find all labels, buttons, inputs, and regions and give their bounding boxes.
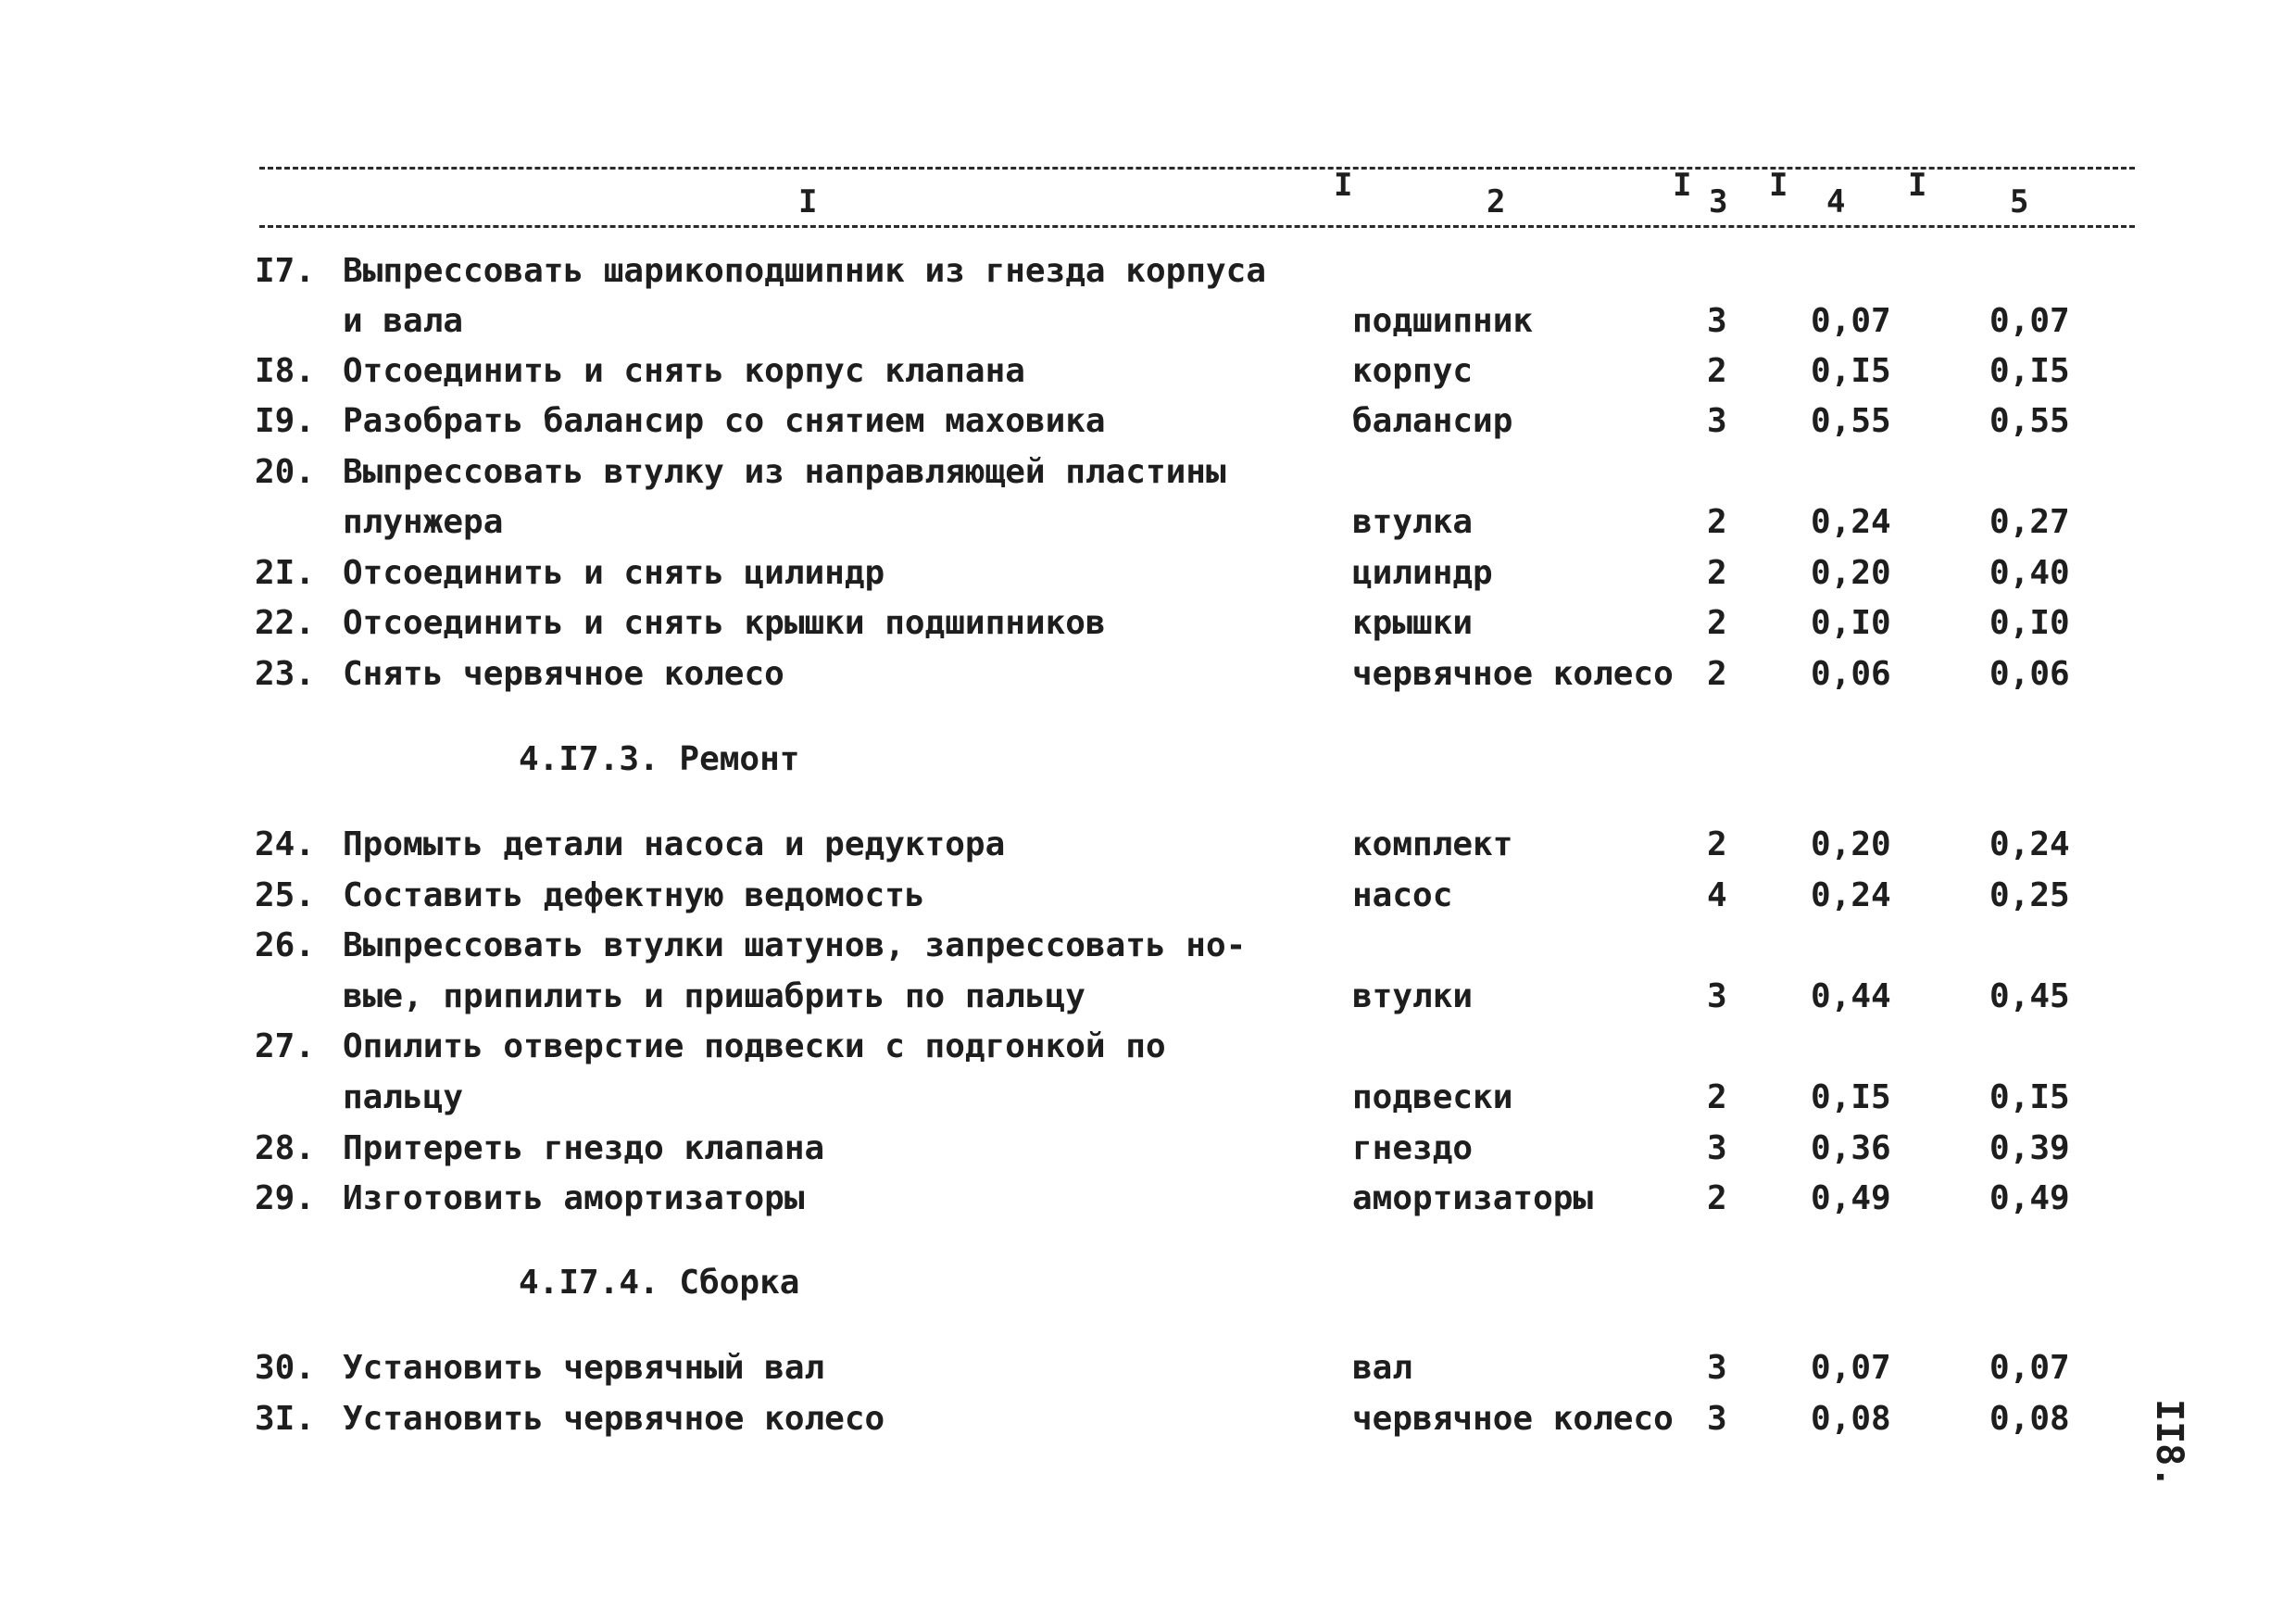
row-number: 2I. [255, 554, 316, 592]
row-col5: 0,07 [1989, 302, 2070, 340]
table-row [0, 449, 2296, 496]
table-row [0, 550, 2296, 597]
row-number: 28. [255, 1129, 316, 1167]
row-description: Отсоединить и снять цилиндр [343, 554, 885, 592]
section-heading-assembly: 4.I7.4. Сборка [519, 1264, 800, 1302]
row-number: 29. [255, 1179, 316, 1217]
table-row [0, 822, 2296, 868]
row-col3: 2 [1707, 1078, 1727, 1116]
row-number: I8. [255, 352, 316, 390]
row-col5: 0,45 [1989, 977, 2070, 1015]
row-object: вал [1352, 1349, 1413, 1387]
row-number: 24. [255, 825, 316, 863]
row-col5: 0,06 [1989, 655, 2070, 693]
table-row [0, 1075, 2296, 1121]
row-col4: 0,I5 [1811, 1078, 1891, 1116]
section-heading-repair: 4.I7.3. Ремонт [519, 740, 800, 778]
row-number: I9. [255, 402, 316, 440]
row-number: 25. [255, 876, 316, 914]
row-number: 22. [255, 604, 316, 642]
row-col4: 0,20 [1811, 825, 1891, 863]
row-object: втулки [1352, 977, 1474, 1015]
row-col4: 0,07 [1811, 1349, 1891, 1387]
row-description: Составить дефектную ведомость [343, 876, 925, 914]
row-col3: 3 [1707, 1349, 1727, 1387]
row-description-cont: плунжера [343, 503, 504, 541]
row-col5: 0,08 [1989, 1400, 2070, 1438]
row-description: Выпрессовать втулку из направляющей пластины [343, 453, 1226, 491]
row-col4: 0,36 [1811, 1129, 1891, 1167]
row-description: Снять червячное колесо [343, 655, 784, 693]
row-object: насос [1352, 876, 1453, 914]
row-number: 20. [255, 453, 316, 491]
row-description: Промыть детали насоса и редуктора [343, 825, 1006, 863]
table-row [0, 1126, 2296, 1172]
header-separator: I [1769, 167, 1788, 204]
table-row [0, 1345, 2296, 1391]
row-col3: 3 [1707, 302, 1727, 340]
header-col-4: 4 [1826, 183, 1846, 220]
row-col3: 2 [1707, 352, 1727, 390]
row-col3: 2 [1707, 825, 1727, 863]
row-description-cont: вые, припилить и пришабрить по пальцу [343, 977, 1085, 1015]
row-col3: 3 [1707, 1400, 1727, 1438]
row-description: Изготовить амортизаторы [343, 1179, 805, 1217]
header-separator: I [1673, 167, 1692, 204]
row-number: 26. [255, 926, 316, 964]
table-row [0, 974, 2296, 1020]
row-description: Установить червячный вал [343, 1349, 825, 1387]
row-description-cont: пальцу [343, 1078, 464, 1116]
row-col3: 3 [1707, 402, 1727, 440]
row-col3: 2 [1707, 503, 1727, 541]
row-description: Отсоединить и снять корпус клапана [343, 352, 1025, 390]
row-object: корпус [1352, 352, 1474, 390]
row-col5: 0,I5 [1989, 1078, 2070, 1116]
header-col-5: 5 [2010, 183, 2029, 220]
row-col4: 0,44 [1811, 977, 1891, 1015]
row-col4: 0,08 [1811, 1400, 1891, 1438]
row-number: 30. [255, 1349, 316, 1387]
table-row [0, 499, 2296, 546]
row-col5: 0,39 [1989, 1129, 2070, 1167]
row-description: Установить червячное колесо [343, 1400, 885, 1438]
row-col3: 4 [1707, 876, 1727, 914]
table-row [0, 348, 2296, 395]
row-col4: 0,I5 [1811, 352, 1891, 390]
row-col5: 0,40 [1989, 554, 2070, 592]
row-description: Притереть гнездо клапана [343, 1129, 825, 1167]
row-object: амортизаторы [1352, 1179, 1594, 1217]
header-top-rule [259, 167, 2135, 170]
row-description: Отсоединить и снять крышки подшипников [343, 604, 1106, 642]
row-col4: 0,20 [1811, 554, 1891, 592]
row-col3: 3 [1707, 1129, 1727, 1167]
row-col4: 0,06 [1811, 655, 1891, 693]
row-col5: 0,07 [1989, 1349, 2070, 1387]
row-col4: 0,24 [1811, 876, 1891, 914]
table-row [0, 651, 2296, 698]
row-number: 27. [255, 1027, 316, 1065]
table-row [0, 1024, 2296, 1070]
table-row [0, 600, 2296, 647]
row-object: комплект [1352, 825, 1513, 863]
row-col5: 0,24 [1989, 825, 2070, 863]
row-col4: 0,07 [1811, 302, 1891, 340]
row-col5: 0,49 [1989, 1179, 2070, 1217]
row-object: балансир [1352, 402, 1513, 440]
row-col3: 2 [1707, 554, 1727, 592]
row-object: втулка [1352, 503, 1474, 541]
row-col5: 0,55 [1989, 402, 2070, 440]
row-object: подвески [1352, 1078, 1513, 1116]
table-row [0, 1396, 2296, 1442]
header-col-3: 3 [1709, 183, 1728, 220]
row-col5: 0,I5 [1989, 352, 2070, 390]
row-col3: 2 [1707, 655, 1727, 693]
table-row [0, 298, 2296, 345]
row-description: Разобрать балансир со снятием маховика [343, 402, 1106, 440]
row-col5: 0,I0 [1989, 604, 2070, 642]
row-description: Выпрессовать шарикоподшипник из гнезда корпуса [343, 252, 1266, 290]
row-object: крышки [1352, 604, 1474, 642]
row-col4: 0,55 [1811, 402, 1891, 440]
row-number: 23. [255, 655, 316, 693]
row-col4: 0,I0 [1811, 604, 1891, 642]
row-object: подшипник [1352, 302, 1534, 340]
row-object: цилиндр [1352, 554, 1493, 592]
table-row [0, 1176, 2296, 1222]
row-col3: 2 [1707, 1179, 1727, 1217]
header-col-1: I [798, 183, 818, 220]
table-row [0, 398, 2296, 445]
page-number: II8. [2148, 1399, 2190, 1489]
row-number: 3I. [255, 1400, 316, 1438]
header-col-2: 2 [1487, 183, 1506, 220]
row-number: I7. [255, 252, 316, 290]
row-object: червячное колесо [1352, 655, 1674, 693]
header-separator: I [1908, 167, 1927, 204]
row-col5: 0,27 [1989, 503, 2070, 541]
row-description: Выпрессовать втулки шатунов, запрессовать но- [343, 926, 1247, 964]
row-col3: 3 [1707, 977, 1727, 1015]
table-row [0, 923, 2296, 969]
row-col4: 0,24 [1811, 503, 1891, 541]
header-separator: I [1334, 167, 1353, 204]
row-description: Опилить отверстие подвески с подгонкой по [343, 1027, 1166, 1065]
row-object: червячное колесо [1352, 1400, 1674, 1438]
row-description-cont: и вала [343, 302, 464, 340]
row-col4: 0,49 [1811, 1179, 1891, 1217]
row-col3: 2 [1707, 604, 1727, 642]
header-bottom-rule [259, 225, 2135, 228]
row-object: гнездо [1352, 1129, 1474, 1167]
row-col5: 0,25 [1989, 876, 2070, 914]
table-row [0, 873, 2296, 919]
table-row [0, 248, 2296, 295]
